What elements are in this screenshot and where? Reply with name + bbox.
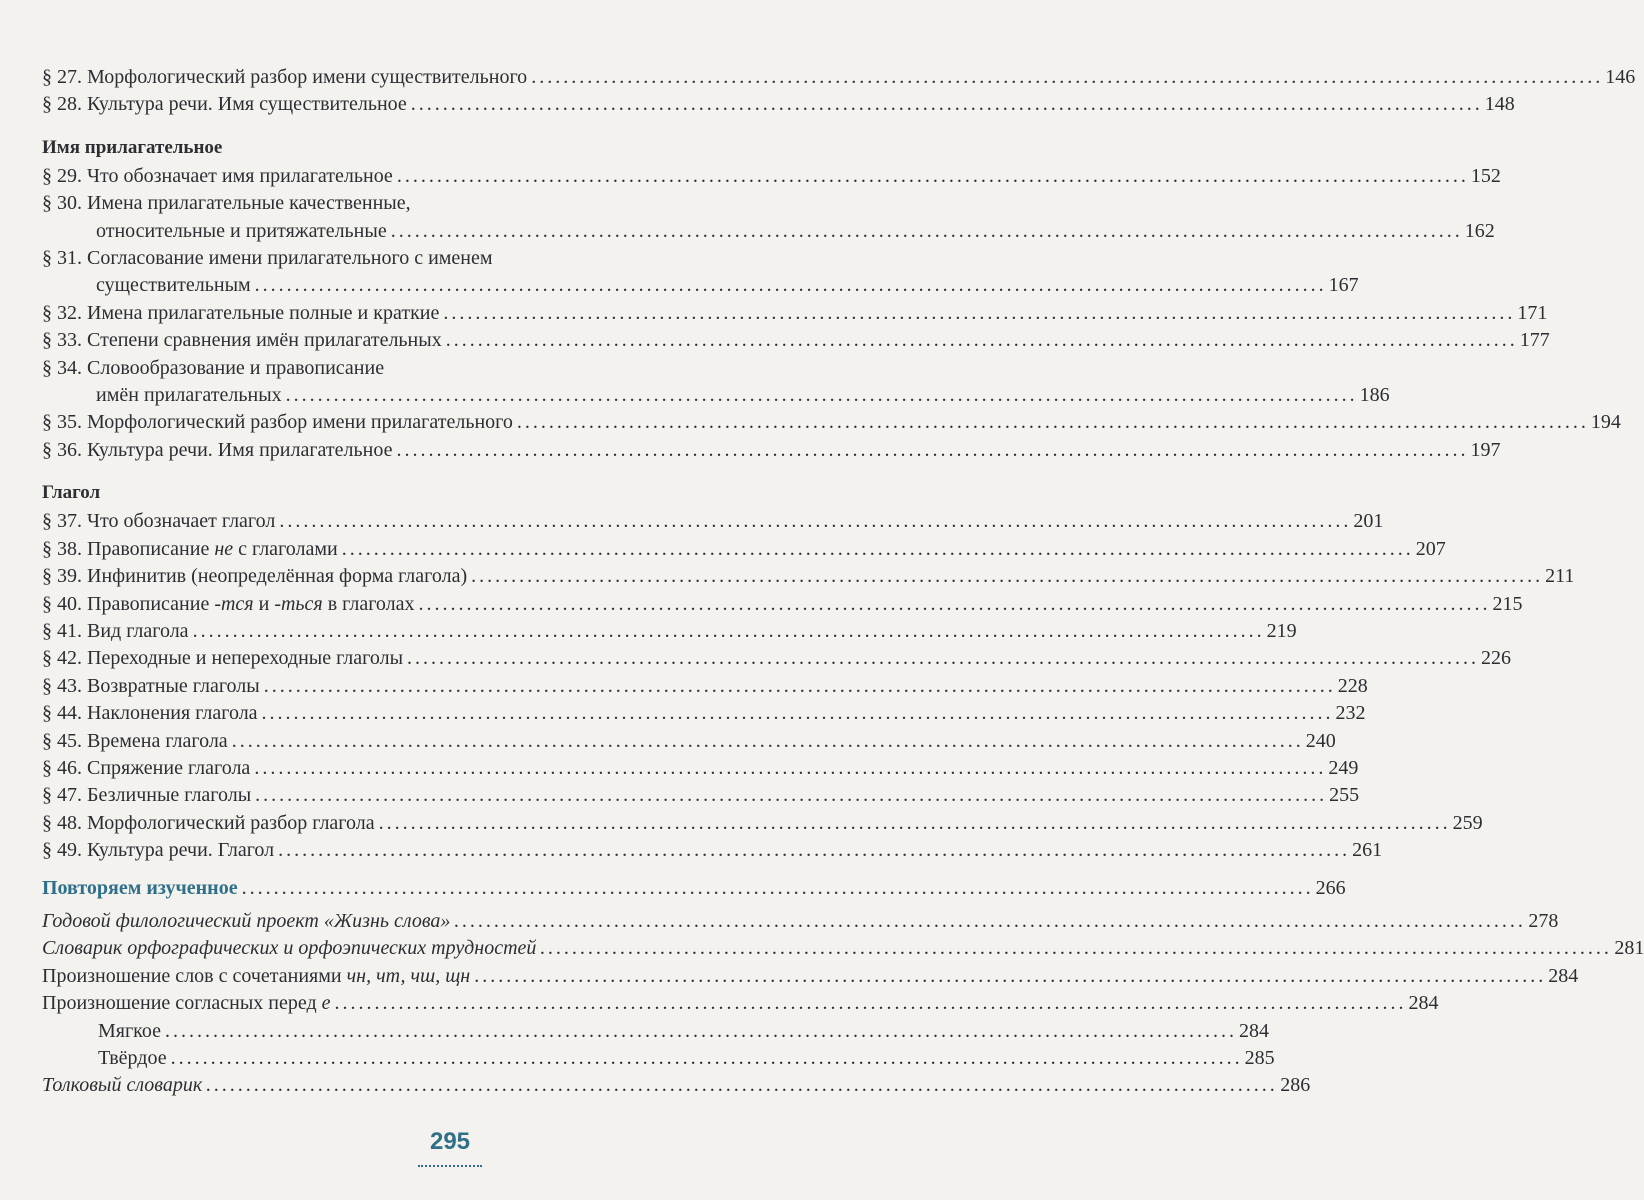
toc-page-number: 226 (1481, 647, 1512, 670)
toc-page-number: 177 (1519, 329, 1550, 352)
toc-entry-title: Произношение слов с сочетаниями чн, чт, чш, щн (42, 964, 471, 987)
toc-entry-review[interactable] (42, 875, 1346, 902)
toc-entry-title: § 33. Степени сравнения имён прилагательных (42, 329, 442, 352)
leader-dots: ...................................................................................................................................... (241, 876, 1314, 899)
leader-dots: ...................................................................................................................................... (285, 384, 1358, 407)
leader-dots: ...................................................................................................................................... (410, 93, 1483, 116)
leader-dots: ...................................................................................................................................... (279, 510, 1352, 533)
toc-entry-hard[interactable] (42, 1045, 1275, 1072)
leader-dots: ...................................................................................................................................... (474, 964, 1547, 987)
leader-dots: ...................................................................................................................................... (390, 219, 1463, 242)
toc-page-number: 266 (1315, 876, 1346, 899)
toc-entry-title: Словарик орфографических и орфоэпических трудностей (42, 937, 537, 960)
toc-entry-title-cont: имён прилагательных (96, 384, 282, 407)
toc-entry-title: § 43. Возвратные глаголы (42, 674, 260, 697)
toc-entry-27[interactable] (42, 64, 1636, 91)
toc-entry-title: § 38. Правописание не с глаголами (42, 537, 338, 560)
toc-entry-title: § 27. Морфологический разбор имени существительного (42, 66, 528, 88)
toc-entry-title: § 41. Вид глагола (42, 619, 189, 642)
leader-dots: ...................................................................................................................................... (278, 839, 1351, 862)
leader-dots: ...................................................................................................................................... (396, 438, 1469, 461)
toc-entry-title: § 49. Культура речи. Глагол (42, 839, 275, 862)
toc-page-number: 261 (1352, 839, 1383, 862)
leader-dots: ...................................................................................................................................... (378, 811, 1451, 834)
leader-dots: ...................................................................................................................................... (231, 729, 1304, 752)
toc-entry-soft[interactable] (42, 1018, 1270, 1045)
toc-entry-47[interactable] (42, 782, 1360, 809)
toc-entry-title: Произношение согласных перед е (42, 992, 331, 1015)
toc-entry-title: § 32. Имена прилагательные полные и краткие (42, 301, 440, 324)
toc-entry-32[interactable] (42, 300, 1548, 327)
toc-page-number: 197 (1470, 438, 1501, 461)
leader-dots: ...................................................................................................................................... (261, 702, 1334, 725)
toc-entry-title: § 34. Словообразование и правописание (42, 356, 385, 379)
toc-entry-project[interactable] (42, 908, 1559, 935)
toc-page-number: 167 (1328, 274, 1359, 297)
toc-page-number: 249 (1328, 756, 1359, 779)
toc-entry-28[interactable] (42, 91, 1515, 118)
leader-dots: ...................................................................................................................................... (516, 411, 1589, 434)
toc-entry-title: § 39. Инфинитив (неопределённая форма глагола) (42, 565, 468, 588)
toc-page-number: 286 (1280, 1074, 1311, 1097)
toc-entry-34[interactable] (42, 355, 1390, 410)
table-of-contents (42, 64, 1644, 1100)
section-title-verb: Глагол (42, 482, 101, 504)
toc-page-number: 240 (1305, 729, 1336, 752)
toc-page-number: 146 (1605, 66, 1636, 88)
toc-entry-30[interactable] (42, 190, 1495, 245)
leader-dots: ...................................................................................................................................... (341, 537, 1414, 560)
toc-entry-spelling-dictionary[interactable] (42, 935, 1644, 962)
toc-entry-title: § 35. Морфологический разбор имени прилагательного (42, 411, 513, 434)
leader-dots: ...................................................................................................................................... (334, 992, 1407, 1015)
toc-entry-title-cont: относительные и притяжательные (96, 219, 387, 242)
toc-entry-41[interactable] (42, 618, 1297, 645)
toc-entry-title: § 28. Культура речи. Имя существительное (42, 93, 407, 116)
toc-entry-31[interactable] (42, 245, 1359, 300)
toc-entry-title: Мягкое (98, 1019, 162, 1042)
toc-entry-title: § 31. Согласование имени прилагательного с именем (42, 247, 493, 270)
toc-entry-title: § 47. Безличные глаголы (42, 784, 252, 807)
toc-entry-43[interactable] (42, 673, 1368, 700)
toc-entry-36[interactable] (42, 437, 1501, 464)
leader-dots: ...................................................................................................................................... (531, 66, 1604, 88)
page-number-underline (418, 1165, 482, 1167)
toc-page-number: 207 (1415, 537, 1446, 560)
leader-dots: ...................................................................................................................................... (443, 301, 1516, 324)
toc-entry-title: § 42. Переходные и непереходные глаголы (42, 647, 404, 670)
leader-dots: ...................................................................................................................................... (407, 647, 1480, 670)
toc-page-number: 284 (1548, 964, 1579, 987)
section-title-review: Повторяем изученное (42, 876, 238, 899)
toc-page-number: 171 (1517, 301, 1548, 324)
toc-entry-pronunciation-combinations[interactable] (42, 963, 1579, 990)
toc-page-number: 201 (1353, 510, 1384, 533)
leader-dots: ...................................................................................................................................... (263, 674, 1336, 697)
leader-dots: ...................................................................................................................................... (445, 329, 1518, 352)
toc-page-number: 285 (1244, 1047, 1275, 1069)
toc-page-number: 259 (1452, 811, 1483, 834)
toc-entry-title: § 48. Морфологический разбор глагола (42, 811, 375, 834)
leader-dots: ...................................................................................................................................... (254, 274, 1327, 297)
toc-entry-title: Твёрдое (98, 1047, 167, 1069)
leader-dots: ...................................................................................................................................... (454, 909, 1527, 932)
toc-entry-title: Толковый словарик (42, 1074, 203, 1097)
toc-entry-title: Годовой филологический проект «Жизнь слова» (42, 909, 451, 932)
toc-entry-33[interactable] (42, 327, 1550, 354)
toc-entry-44[interactable] (42, 700, 1366, 727)
toc-entry-title: § 46. Спряжение глагола (42, 756, 251, 779)
toc-entry-title: § 37. Что обозначает глагол (42, 510, 276, 533)
toc-entry-39[interactable] (42, 563, 1575, 590)
toc-page-number: 215 (1492, 592, 1523, 615)
leader-dots: ...................................................................................................................................... (254, 756, 1327, 779)
toc-page-number: 186 (1359, 384, 1390, 407)
toc-page-number: 278 (1528, 909, 1559, 932)
leader-dots: ...................................................................................................................................... (540, 937, 1613, 960)
leader-dots: ...................................................................................................................................... (170, 1047, 1243, 1069)
toc-page-number: 219 (1266, 619, 1297, 642)
toc-entry-37[interactable] (42, 508, 1384, 535)
toc-page-number: 232 (1335, 702, 1366, 725)
toc-page-number: 284 (1408, 992, 1439, 1015)
toc-entry-49[interactable] (42, 837, 1383, 864)
toc-entry-title: § 45. Времена глагола (42, 729, 228, 752)
toc-entry-35[interactable] (42, 409, 1621, 436)
toc-page-number: 211 (1545, 565, 1575, 588)
toc-entry-title: § 40. Правописание -тся и -ться в глаголах (42, 592, 415, 615)
toc-entry-pronunciation-consonants[interactable] (42, 990, 1439, 1017)
toc-page-number: 281 (1614, 937, 1644, 960)
toc-entry-title: § 30. Имена прилагательные качественные, (42, 192, 411, 215)
toc-page-number: 148 (1484, 93, 1515, 116)
toc-page-number: 162 (1464, 219, 1495, 242)
toc-entry-42[interactable] (42, 645, 1512, 672)
toc-page-number: 255 (1329, 784, 1360, 807)
toc-page-number: 228 (1337, 674, 1368, 697)
leader-dots: ...................................................................................................................................... (396, 164, 1469, 187)
toc-page-number: 284 (1239, 1019, 1270, 1042)
toc-entry-explanatory-dictionary[interactable] (42, 1072, 1311, 1099)
toc-entry-46[interactable] (42, 755, 1359, 782)
toc-entry-38[interactable] (42, 536, 1446, 563)
toc-entry-title: § 36. Культура речи. Имя прилагательное (42, 438, 393, 461)
page-number: 295 (429, 1128, 471, 1155)
leader-dots: ...................................................................................................................................... (206, 1074, 1279, 1097)
leader-dots: ...................................................................................................................................... (471, 565, 1544, 588)
leader-dots: ...................................................................................................................................... (418, 592, 1491, 615)
section-title-adjective: Имя прилагательное (42, 136, 223, 158)
toc-entry-title: § 29. Что обозначает имя прилагательное (42, 164, 393, 187)
leader-dots: ...................................................................................................................................... (255, 784, 1328, 807)
toc-entry-48[interactable] (42, 810, 1483, 837)
toc-entry-title: § 44. Наклонения глагола (42, 702, 258, 725)
toc-entry-title-cont: существительным (96, 274, 251, 297)
leader-dots: ...................................................................................................................................... (165, 1019, 1238, 1042)
leader-dots: ...................................................................................................................................... (192, 619, 1265, 642)
toc-entry-45[interactable] (42, 728, 1336, 755)
toc-entry-40[interactable] (42, 591, 1523, 618)
toc-page-number: 194 (1590, 411, 1621, 434)
toc-page-number: 152 (1470, 164, 1501, 187)
toc-entry-29[interactable] (42, 163, 1501, 190)
